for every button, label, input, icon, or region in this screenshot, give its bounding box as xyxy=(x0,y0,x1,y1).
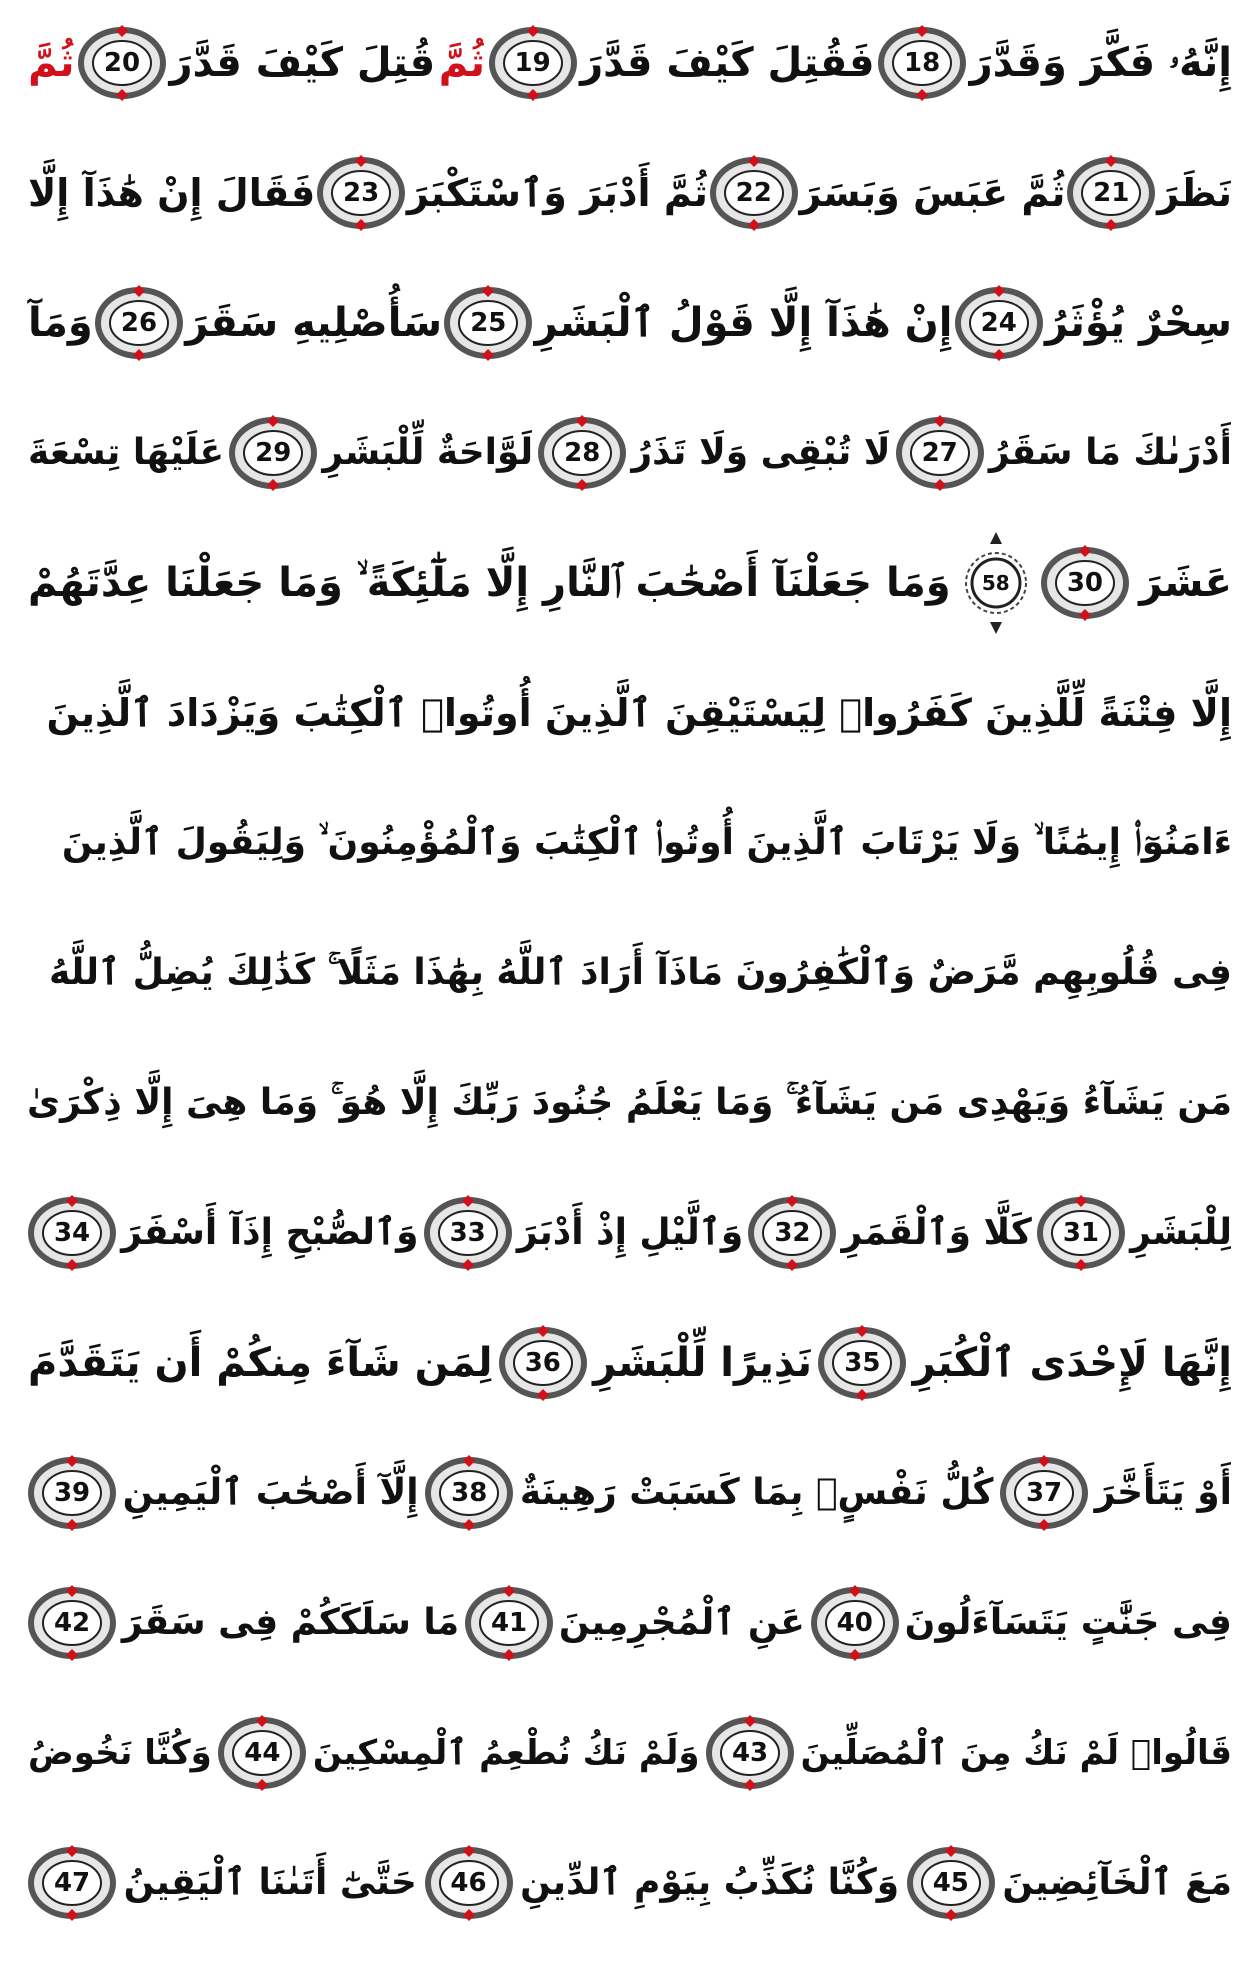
text-line xyxy=(28,138,1232,248)
text-line xyxy=(28,398,1232,508)
verse-text: إِلَّا فِتْنَةً لِّلَّذِينَ كَفَرُوا۟ لِيَسْتَيْقِنَ ٱلَّذِينَ أُوتُوا۟ ٱلْكِتَٰبَ وَيَزْدَادَ ٱلَّذِينَ xyxy=(46,691,1232,735)
verse-text: سَأُصْلِيهِ سَقَرَ xyxy=(185,300,443,346)
ayah-number-marker xyxy=(28,1193,116,1273)
ayah-number: 46 xyxy=(450,1868,487,1898)
verse-text: كُلُّ نَفْسٍۭ بِمَا كَسَبَتْ رَهِينَةٌ xyxy=(519,1472,994,1513)
ayah-number-marker xyxy=(229,413,317,493)
hizb-quarter-number: 58 xyxy=(981,571,1010,595)
verse-text: مَعَ ٱلْخَآئِضِينَ xyxy=(1002,1862,1232,1903)
verse-text: عَلَيْهَا تِسْعَةَ xyxy=(28,432,225,473)
verse-text: نَذِيرًا لِّلْبَشَرِ xyxy=(593,1340,813,1386)
ayah-number-marker xyxy=(424,1193,512,1273)
ayah-number-marker xyxy=(218,1713,306,1793)
verse-text: نَظَرَ xyxy=(1157,171,1232,215)
verse-text: ثُمَّ أَدْبَرَ وَٱسْتَكْبَرَ xyxy=(406,171,708,215)
verse-text: حَتَّىٰٓ أَتَىٰنَا ٱلْيَقِينُ xyxy=(123,1862,417,1903)
verse-text: لِمَن شَآءَ مِنكُمْ أَن يَتَقَدَّمَ xyxy=(28,1340,493,1386)
verse-text: عَشَرَ xyxy=(1139,560,1232,606)
verse-text: لَوَّاحَةٌ لِّلْبَشَرِ xyxy=(322,432,534,473)
ayah-number-marker xyxy=(1000,1453,1088,1533)
ayah-number-marker xyxy=(538,413,626,493)
ayah-number: 28 xyxy=(564,438,601,468)
verse-text: كَلَّا وَٱلْقَمَرِ xyxy=(841,1212,1032,1253)
verse-text: وَكُنَّا نَخُوضُ xyxy=(28,1733,212,1773)
ayah-number: 24 xyxy=(980,308,1017,338)
ayah-number: 25 xyxy=(470,308,507,338)
ayah-number: 22 xyxy=(735,178,772,208)
verse-text: وَٱلصُّبْحِ إِذَآ أَسْفَرَ xyxy=(121,1212,419,1253)
ayah-number-marker xyxy=(28,1843,116,1923)
ayah-number: 33 xyxy=(449,1218,486,1248)
ayah-number-marker xyxy=(1037,1193,1125,1273)
verse-text: وَكُنَّا نُكَذِّبُ بِيَوْمِ ٱلدِّينِ xyxy=(520,1862,900,1903)
ayah-number-marker xyxy=(1041,543,1129,623)
verse-text: مَن يَشَآءُ وَيَهْدِى مَن يَشَآءُ ۚ وَمَا يَعْلَمُ جُنُودَ رَبِّكَ إِلَّا هُوَ ۚ وَمَا هِىَ إِلَّا ذِكْرَىٰ xyxy=(26,1082,1232,1123)
ayah-number-marker xyxy=(95,283,183,363)
verse-text: ءَامَنُوٓا۟ إِيمَٰنًا ۙ وَلَا يَرْتَابَ ٱلَّذِينَ أُوتُوا۟ ٱلْكِتَٰبَ وَٱلْمُؤْمِنُونَ ۙ وَلِيَقُولَ ٱلَّذِينَ xyxy=(61,822,1232,863)
verse-text: إِنْ هَٰذَآ إِلَّا قَوْلُ ٱلْبَشَرِ xyxy=(534,300,953,346)
ayah-number: 44 xyxy=(244,1738,281,1768)
verse-text: قُتِلَ كَيْفَ قَدَّرَ xyxy=(169,40,436,86)
ayah-number-marker xyxy=(425,1843,513,1923)
verse-text: ثُمَّ عَبَسَ وَبَسَرَ xyxy=(799,171,1066,215)
ayah-number-marker xyxy=(425,1453,513,1533)
text-line xyxy=(28,1698,1232,1808)
text-line xyxy=(28,1568,1232,1678)
verse-text: وَمَآ xyxy=(28,300,93,346)
ayah-number-marker xyxy=(896,413,984,493)
ayah-number-marker xyxy=(878,23,966,103)
ayah-number-marker xyxy=(818,1323,906,1403)
ayah-number-marker xyxy=(1067,153,1155,233)
text-line xyxy=(28,1178,1232,1288)
verse-text: فِى قُلُوبِهِم مَّرَضٌ وَٱلْكَٰفِرُونَ مَاذَآ أَرَادَ ٱللَّهُ بِهَٰذَا مَثَلًا ۚ كَذَٰلِكَ يُضِلُّ ٱللَّهُ xyxy=(48,952,1232,993)
text-line xyxy=(28,1438,1232,1548)
text-line xyxy=(28,658,1232,768)
ayah-number-marker xyxy=(706,1713,794,1793)
ayah-number: 45 xyxy=(932,1868,969,1898)
ayah-number-marker xyxy=(489,23,577,103)
ayah-number: 29 xyxy=(255,438,292,468)
verse-text: وَمَا جَعَلْنَآ أَصْحَٰبَ ٱلنَّارِ إِلَّا مَلَٰٓئِكَةً ۙ وَمَا جَعَلْنَا عِدَّتَهُمْ xyxy=(28,560,951,606)
ayah-number-marker xyxy=(748,1193,836,1273)
ayah-number: 21 xyxy=(1093,178,1130,208)
ayah-number: 32 xyxy=(774,1218,811,1248)
verse-text: فَقَالَ إِنْ هَٰذَآ إِلَّا xyxy=(28,171,316,215)
ayah-number: 27 xyxy=(921,438,958,468)
ayah-number: 19 xyxy=(514,48,551,78)
text-line xyxy=(28,528,1232,638)
hizb-quarter-marker xyxy=(961,528,1031,638)
text-line xyxy=(28,1308,1232,1418)
verse-text: ثُمَّ xyxy=(28,40,75,86)
verse-text: مَا سَلَكَكُمْ فِى سَقَرَ xyxy=(121,1602,460,1643)
verse-text: إِلَّآ أَصْحَٰبَ ٱلْيَمِينِ xyxy=(122,1472,419,1513)
verse-text: قَالُوا۟ لَمْ نَكُ مِنَ ٱلْمُصَلِّينَ xyxy=(800,1733,1232,1773)
text-line xyxy=(28,788,1232,898)
ayah-number: 23 xyxy=(343,178,380,208)
text-line xyxy=(28,8,1232,118)
verse-text: سِحْرٌ يُؤْثَرُ xyxy=(1045,300,1232,346)
ayah-number: 36 xyxy=(524,1348,561,1378)
ayah-number-marker xyxy=(78,23,166,103)
ayah-number: 39 xyxy=(53,1478,91,1508)
text-line xyxy=(28,1048,1232,1158)
ayah-number-marker xyxy=(710,153,798,233)
verse-text: لِلْبَشَرِ xyxy=(1130,1212,1232,1253)
ayah-number: 26 xyxy=(120,308,158,338)
ayah-number: 42 xyxy=(53,1608,91,1638)
ayah-number: 41 xyxy=(490,1608,528,1638)
ayah-number-marker xyxy=(499,1323,587,1403)
verse-text: أَوْ يَتَأَخَّرَ xyxy=(1094,1472,1232,1513)
text-line xyxy=(28,1828,1232,1938)
verse-text: عَنِ ٱلْمُجْرِمِينَ xyxy=(558,1602,805,1643)
ayah-number: 47 xyxy=(53,1868,91,1898)
ayah-number: 37 xyxy=(1025,1478,1063,1508)
verse-text: وَٱلَّيْلِ إِذْ أَدْبَرَ xyxy=(516,1212,744,1253)
verse-text: وَلَمْ نَكُ نُطْعِمُ ٱلْمِسْكِينَ xyxy=(312,1733,700,1773)
ayah-number-marker xyxy=(317,153,405,233)
ayah-number-marker xyxy=(465,1583,553,1663)
verse-text: لَا تُبْقِى وَلَا تَذَرُ xyxy=(631,432,891,473)
text-line xyxy=(28,918,1232,1028)
ayah-number-marker xyxy=(444,283,532,363)
ayah-number: 43 xyxy=(731,1738,769,1768)
verse-text: إِنَّهُۥ فَكَّرَ وَقَدَّرَ xyxy=(969,40,1232,86)
ayah-number: 31 xyxy=(1062,1218,1100,1248)
verse-text: إِنَّهَا لَإِحْدَى ٱلْكُبَرِ xyxy=(912,1340,1232,1386)
text-line xyxy=(28,268,1232,378)
ayah-number: 18 xyxy=(904,48,941,78)
ayah-number: 40 xyxy=(836,1608,873,1638)
ayah-number: 35 xyxy=(844,1348,881,1378)
ayah-number-marker xyxy=(28,1453,116,1533)
verse-text: ثُمَّ xyxy=(438,40,486,86)
verse-text: أَدْرَىٰكَ مَا سَقَرُ xyxy=(988,432,1232,473)
ayah-number: 34 xyxy=(53,1218,91,1248)
ayah-number-marker xyxy=(811,1583,899,1663)
ayah-number: 38 xyxy=(451,1478,488,1508)
ayah-number-marker xyxy=(907,1843,995,1923)
ayah-number: 20 xyxy=(103,48,141,78)
ayah-number-marker xyxy=(28,1583,116,1663)
ayah-number-marker xyxy=(955,283,1043,363)
verse-text: فَقُتِلَ كَيْفَ قَدَّرَ xyxy=(580,40,875,86)
verse-text: فِى جَنَّٰتٍ يَتَسَآءَلُونَ xyxy=(904,1602,1232,1643)
ayah-number: 30 xyxy=(1066,568,1104,598)
